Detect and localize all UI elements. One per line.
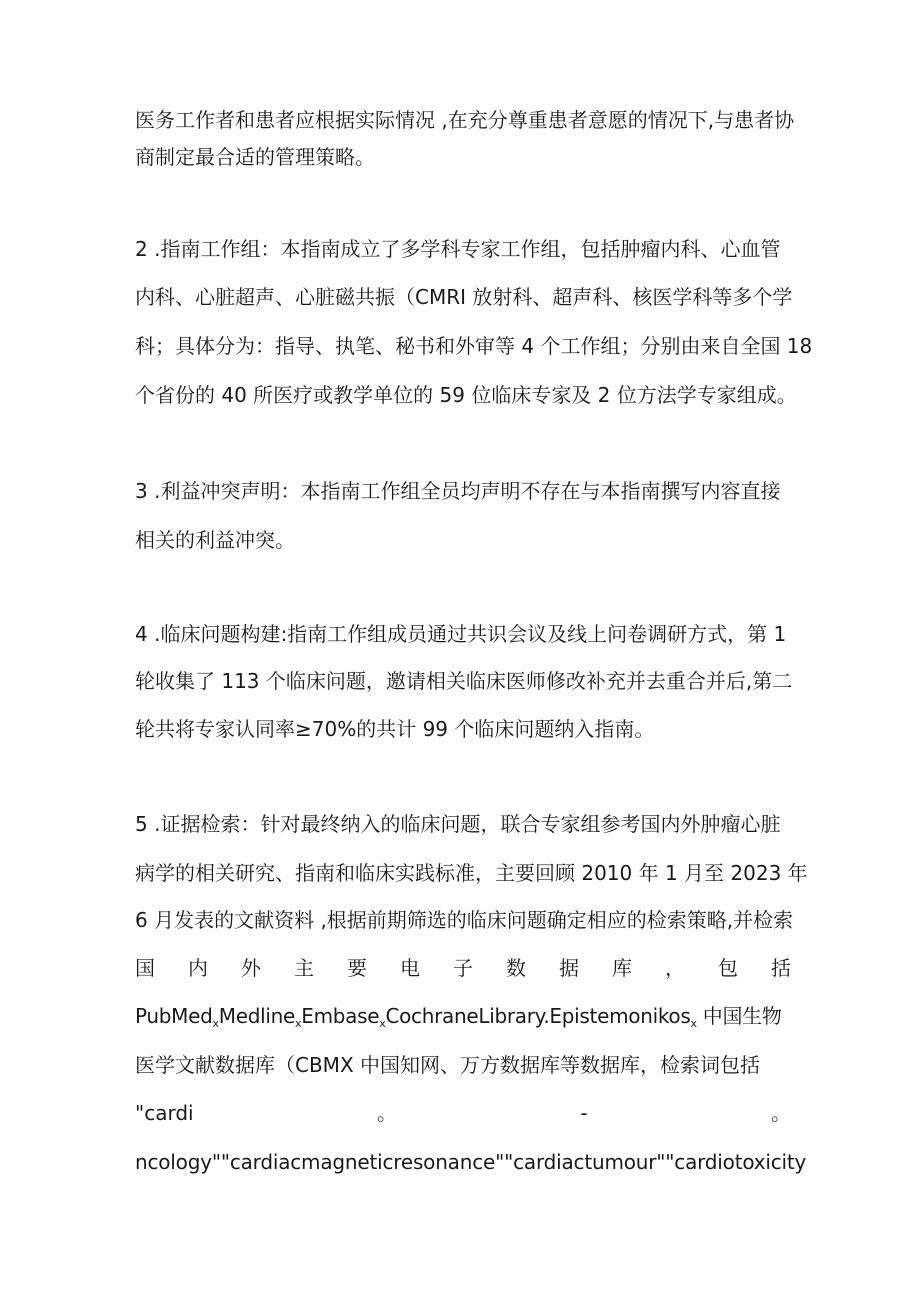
db-name: PubMed [135,1004,213,1028]
spaced-char: 数 [506,956,526,980]
db-name: Embase [301,1004,380,1028]
spaced-char: ， [665,956,685,980]
text-line: 医学文献数据库（CBMX 中国知网、万方数据库等数据库，检索词包括 [135,1053,760,1077]
text-line: 医务工作者和患者应根据实际情况 ,在充分尊重患者意愿的情况下,与患者协 [135,108,795,132]
text-line: 轮共将专家认同率≥70%的共计 99 个临床问题纳入指南。 [135,717,655,741]
text-line: 相关的利益冲突。 [135,528,295,552]
text-line: 病学的相关研究、指南和临床实践标准，主要回顾 2010 年 1 月至 2023 年 [135,861,808,885]
db-name: Medline [218,1004,296,1028]
text-line: 2 .指南工作组：本指南成立了多学科专家工作组，包括肿瘤内科、心血管 [135,237,781,261]
text-line: 5 .证据检索：针对最终纳入的临床问题，联合专家组参考国内外肿瘤心脏 [135,812,781,836]
spaced-char: 内 [188,956,208,980]
text-line: 4 .临床问题构建:指南工作组成员通过共识会议及线上问卷调研方式，第 1 [135,622,787,646]
db-trailing-text: 中国生物 [696,1004,782,1028]
sub-mark: x [379,1017,386,1030]
spaced-char: 主 [294,956,314,980]
spaced-char: 电 [400,956,420,980]
spaced-char: 据 [559,956,579,980]
spaced-char: 包 [718,956,738,980]
keywords-line: ncology""cardiacmagneticresonance""cardiactumour""cardiotoxicity [135,1150,807,1174]
text-line: 3 .利益冲突声明：本指南工作组全员均声明不存在与本指南撰写内容直接 [135,479,781,503]
text-line: 内科、心脏超声、心脏磁共振（CMRI 放射科、超声科、核医学科等多个学 [135,285,793,309]
sub-mark: x [295,1017,302,1030]
spaced-char: 国 [135,956,155,980]
sub-mark: x [212,1017,219,1030]
text-line: 科；具体分为：指导、执笔、秘书和外审等 4 个工作组；分别由来自全国 18 [135,334,813,358]
text-line: 轮收集了 113 个临床问题，邀请相关临床医师修改补充并去重合并后,第二 [135,669,793,693]
sub-mark: x [690,1017,697,1030]
text-line: 6 月发表的文献资料 ,根据前期筛选的临床问题确定相应的检索策略,并检索 [135,908,794,932]
fragment-line [135,1100,791,1126]
fragment: "cardi [135,1101,194,1125]
text-line: 商制定最合适的管理策略。 [135,145,375,169]
spaced-char: 子 [453,956,473,980]
fragment: 。 [770,1101,791,1125]
spaced-char: 括 [771,956,791,980]
fragment: 。 [376,1101,397,1125]
spaced-char: 要 [347,956,367,980]
spaced-text-line [135,955,791,981]
text-line: 个省份的 40 所医疗或教学单位的 59 位临床专家及 2 位方法学专家组成。 [135,383,797,407]
spaced-char: 外 [241,956,261,980]
spaced-char: 库 [612,956,632,980]
databases-line [135,1003,782,1037]
db-name: CochraneLibrary.Epistemonikos [385,1004,691,1028]
fragment: - [580,1101,588,1125]
